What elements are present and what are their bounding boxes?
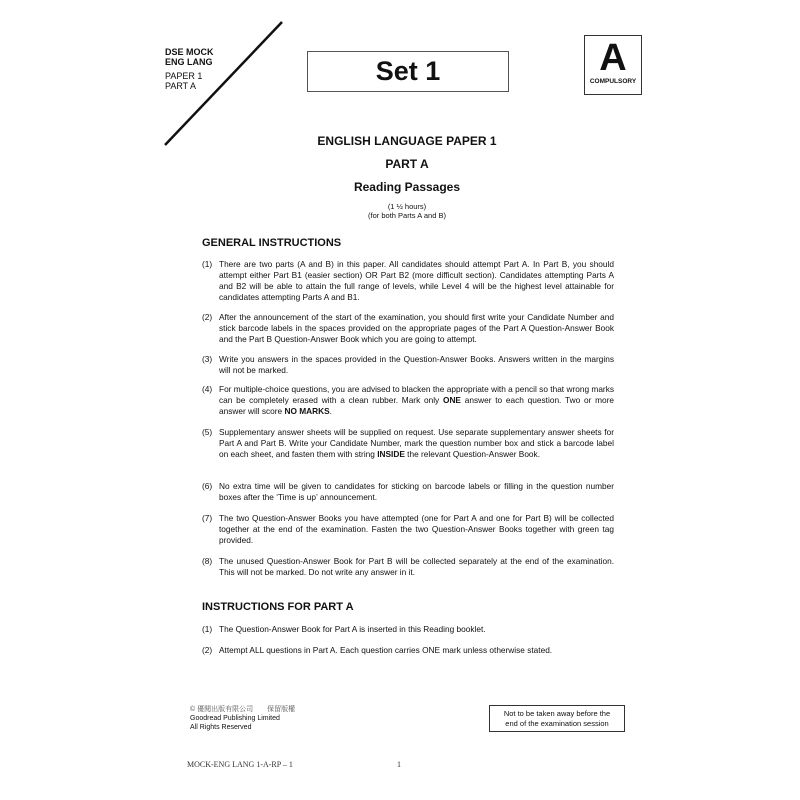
text-part: Supplementary answer sheets will be supplied on request. Use separate supplementary answer sheets for Part A and Part B. Write your Candidate Number, mark the question number box and stick a barcode label on each sheet, and fasten them with string [219, 427, 614, 459]
copyright-block [190, 705, 295, 732]
item-text: There are two parts (A and B) in this paper. All candidates should attempt Part A. In Part B, you should attempt either Part B1 (easier section) OR Part B2 (more difficult section). Candidates attempting Parts A and B2 will be able to attain the full range of levels, while Level 4 will be the highest level attainable for candidates attempting Parts A and B1. [219, 259, 614, 302]
corner-line3: PAPER 1 [165, 71, 203, 81]
item-text: The Question-Answer Book for Part A is inserted in this Reading booklet. [219, 624, 486, 634]
badge-label: COMPULSORY [589, 78, 637, 85]
subtitle: Reading Passages [353, 180, 461, 194]
bold-text: NO MARKS [284, 406, 330, 416]
general-instructions-heading: GENERAL INSTRUCTIONS [202, 237, 342, 249]
duration-note: (for both Parts A and B) [368, 211, 446, 220]
compulsory-badge [584, 35, 642, 95]
item-number: (1) [202, 624, 213, 634]
bold-text: INSIDE [377, 449, 405, 459]
item-number: (1) [202, 259, 213, 269]
item-text [219, 427, 614, 460]
copyright-chinese: © 優閱出版有限公司 保留版權 [190, 706, 296, 713]
item-number: (4) [202, 384, 213, 394]
item-number: (3) [202, 354, 213, 364]
paper-title: ENGLISH LANGUAGE PAPER 1 [317, 134, 497, 148]
badge-letter: A [599, 37, 627, 79]
text-part: answer to each question. Two or more answer will score [219, 395, 614, 416]
part-title: PART A [385, 157, 429, 171]
item-number: (5) [202, 427, 213, 437]
item-text: After the announcement of the start of the examination, you should first write your Candidate Number and stick barcode labels in the spaces provided on the appropriate pages of the Part A Question-Answer Book and the Part B Question-Answer Book which you are going to attempt. [219, 312, 614, 344]
text-part: . [329, 406, 332, 416]
text-part: the relevant Question-Answer Book. [404, 449, 540, 459]
item-text [219, 384, 614, 417]
corner-label [165, 47, 214, 91]
item-number: (2) [202, 645, 213, 655]
bold-text: ONE [442, 395, 461, 405]
item-number: (2) [202, 312, 213, 322]
item-number: (7) [202, 513, 213, 523]
paper-code: MOCK-ENG LANG 1-A-RP – 1 [187, 760, 293, 769]
instruction-item [202, 312, 614, 345]
notice-line2: end of the examination session [505, 719, 609, 728]
instruction-item [202, 645, 614, 656]
instruction-item [202, 427, 614, 460]
corner-line4: PART A [165, 81, 197, 91]
notice-box [489, 705, 625, 732]
part-a-instructions-heading: INSTRUCTIONS FOR PART A [202, 601, 354, 613]
item-text: Write you answers in the spaces provided in the Question-Answer Books. Answers written in the margins will not be marked. [219, 354, 614, 375]
instruction-item [202, 354, 614, 376]
instruction-item [202, 624, 614, 635]
set-label: Set 1 [307, 51, 509, 92]
notice-line1: Not to be taken away before the [503, 709, 611, 718]
page-number: 1 [397, 760, 401, 769]
instruction-item [202, 481, 614, 503]
item-text: The two Question-Answer Books you have attempted (one for Part A and one for Part B) will be collected together at the end of the examination. Fasten the two Question-Answer Books together with green tag provided. [219, 513, 614, 545]
instruction-item [202, 384, 614, 417]
publisher-name: Goodread Publishing Limited [190, 715, 280, 722]
instruction-item [202, 556, 614, 578]
instruction-item [202, 513, 614, 546]
duration: (1 ½ hours) [387, 202, 427, 211]
rights-reserved: All Rights Reserved [190, 724, 252, 731]
item-text: No extra time will be given to candidates for sticking on barcode labels or filling in the question number boxes after the ‘Time is up’ announcement. [219, 481, 614, 502]
corner-line2: ENG LANG [165, 57, 213, 67]
item-number: (8) [202, 556, 213, 566]
instruction-item [202, 259, 614, 303]
item-text: The unused Question-Answer Book for Part B will be collected separately at the end of the examination. This will not be marked. Do not write any answer in it. [219, 556, 614, 577]
text-part: For multiple-choice questions, you are advised to blacken the appropriate with a pencil so that wrong marks can be completely erased with a clean rubber. Mark only [219, 384, 614, 405]
corner-line1: DSE MOCK [165, 47, 214, 57]
item-text: Attempt ALL questions in Part A. Each question carries ONE mark unless otherwise stated. [219, 645, 553, 655]
item-number: (6) [202, 481, 213, 491]
